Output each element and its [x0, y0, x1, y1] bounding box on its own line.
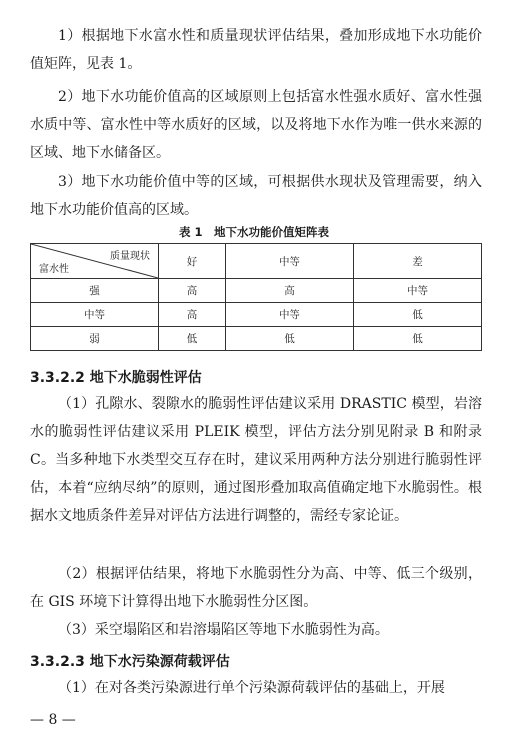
paragraph-3: 3）地下水功能价值中等的区域，可根据供水现状及管理需要，纳入地下水功能价值高的区域。	[30, 174, 482, 218]
paragraph-5: （2）根据评估结果，将地下水脆弱性分为高、中等、低三个级别，在 GIS 环境下计算得出地下水脆弱性分区图。	[30, 566, 482, 610]
paragraph-2: 2）地下水功能价值高的区域原则上包括富水性强水质好、富水性强水质中等、富水性中等水质好的区域，以及将地下水作为唯一供水来源的区域、地下水储备区。	[30, 89, 482, 161]
table-row	[31, 327, 482, 351]
paragraph-7: （1）在对各类污染源进行单个污染源荷载评估的基础上，开展	[58, 680, 445, 696]
section-heading-pollution-load: 3.3.2.3 地下水污染源荷载评估	[30, 654, 230, 670]
column-header: 中等	[225, 244, 353, 279]
table-cell: 高	[159, 279, 226, 303]
table-caption: 表 1 地下水功能价值矩阵表	[178, 225, 329, 239]
value-matrix-table	[30, 243, 482, 351]
table-cell: 中等	[353, 279, 481, 303]
section-heading-vulnerability: 3.3.2.2 地下水脆弱性评估	[30, 370, 202, 386]
table-cell: 低	[159, 327, 226, 351]
page-number: — 8 —	[30, 712, 76, 728]
table-cell: 高	[159, 303, 226, 327]
row-label: 中等	[31, 303, 159, 327]
table-cell: 中等	[225, 303, 353, 327]
column-header: 差	[353, 244, 481, 279]
table-row	[31, 303, 482, 327]
column-header: 好	[159, 244, 226, 279]
table-cell: 低	[225, 327, 353, 351]
table-cell: 低	[353, 303, 481, 327]
corner-label-quality: 质量现状	[110, 251, 150, 262]
table-cell: 高	[225, 279, 353, 303]
table-header-row	[31, 244, 482, 279]
table-cell: 低	[353, 327, 481, 351]
paragraph-1: 1）根据地下水富水性和质量现状评估结果，叠加形成地下水功能价值矩阵，见表 1。	[30, 28, 482, 72]
table-row	[31, 279, 482, 303]
corner-label-richness: 富水性	[39, 264, 69, 275]
row-label: 弱	[31, 327, 159, 351]
row-label: 强	[31, 279, 159, 303]
table-corner-cell	[31, 244, 159, 279]
paragraph-4: （1）孔隙水、裂隙水的脆弱性评估建议采用 DRASTIC 模型，岩溶水的脆弱性评估建议采用 PLEIK 模型，评估方法分别见附录 B 和附录 C。当多种地下水类型交互存在时，建议采用两种方法分别进行脆弱性评估，本着“应纳尽纳”的原则，通过图形叠加取高值确定地下水脆弱性。根据水文地质条件差异对评估方法进行调整的，需经专家论证。	[30, 396, 482, 524]
paragraph-6: （3）采空塌陷区和岩溶塌陷区等地下水脆弱性为高。	[58, 622, 389, 638]
